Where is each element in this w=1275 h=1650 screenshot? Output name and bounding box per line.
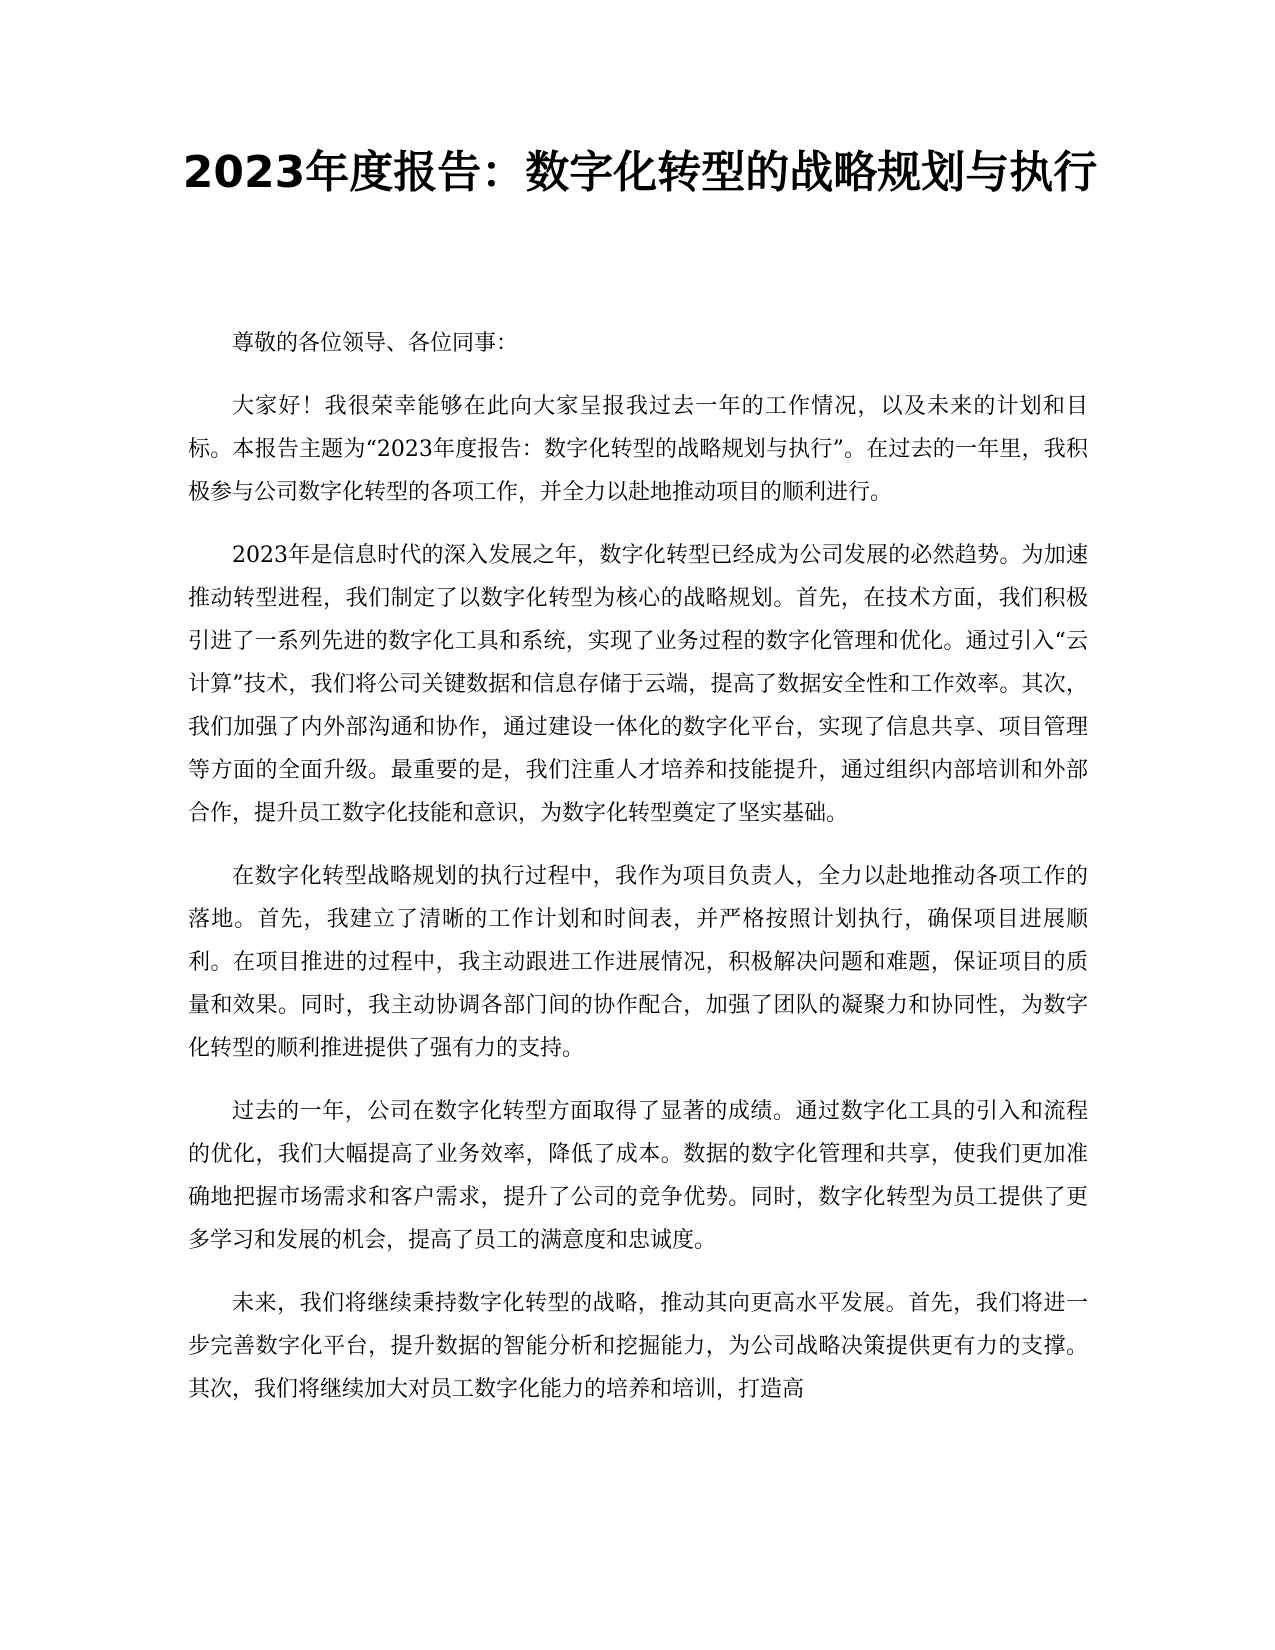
document-body: [188, 322, 1088, 1431]
execution-paragraph: 在数字化转型战略规划的执行过程中，我作为项目负责人，全力以赴地推动各项工作的落地。首先，我建立了清晰的工作计划和时间表，并严格按照计划执行，确保项目进展顺利。在项目推进的过程中，我主动跟进工作进展情况，积极解决问题和难题，保证项目的质量和效果。同时，我主动协调各部门间的协作配合，加强了团队的凝聚力和协同性，为数字化转型的顺利推进提供了强有力的支持。: [188, 864, 1088, 1061]
salutation-paragraph: 尊敬的各位领导、各位同事：: [232, 331, 519, 356]
future-paragraph: 未来，我们将继续秉持数字化转型的战略，推动其向更高水平发展。首先，我们将进一步完善数字化平台，提升数据的智能分析和挖掘能力，为公司战略决策提供更有力的支撑。其次，我们将继续加大对员工数字化能力的培养和培训，打造高: [188, 1291, 1088, 1402]
achievements-paragraph: 过去的一年，公司在数字化转型方面取得了显著的成绩。通过数字化工具的引入和流程的优化，我们大幅提高了业务效率，降低了成本。数据的数字化管理和共享，使我们更加准确地把握市场需求和客户需求，提升了公司的竞争优势。同时，数字化转型为员工提供了更多学习和发展的机会，提高了员工的满意度和忠诚度。: [188, 1099, 1088, 1253]
intro-paragraph: 大家好！我很荣幸能够在此向大家呈报我过去一年的工作情况，以及未来的计划和目标。本报告主题为“2023年度报告：数字化转型的战略规划与执行”。在过去的一年里，我积极参与公司数字化转型的各项工作，并全力以赴地推动项目的顺利进行。: [188, 394, 1088, 505]
document-title: 2023年度报告：数字化转型的战略规划与执行: [182, 147, 1098, 198]
strategy-paragraph: 2023年是信息时代的深入发展之年，数字化转型已经成为公司发展的必然趋势。为加速推动转型进程，我们制定了以数字化转型为核心的战略规划。首先，在技术方面，我们积极引进了一系列先进的数字化工具和系统，实现了业务过程的数字化管理和优化。通过引入“云计算”技术，我们将公司关键数据和信息存储于云端，提高了数据安全性和工作效率。其次，我们加强了内外部沟通和协作，通过建设一体化的数字化平台，实现了信息共享、项目管理等方面的全面升级。最重要的是，我们注重人才培养和技能提升，通过组织内部培训和外部合作，提升员工数字化技能和意识，为数字化转型奠定了坚实基础。: [188, 543, 1088, 826]
